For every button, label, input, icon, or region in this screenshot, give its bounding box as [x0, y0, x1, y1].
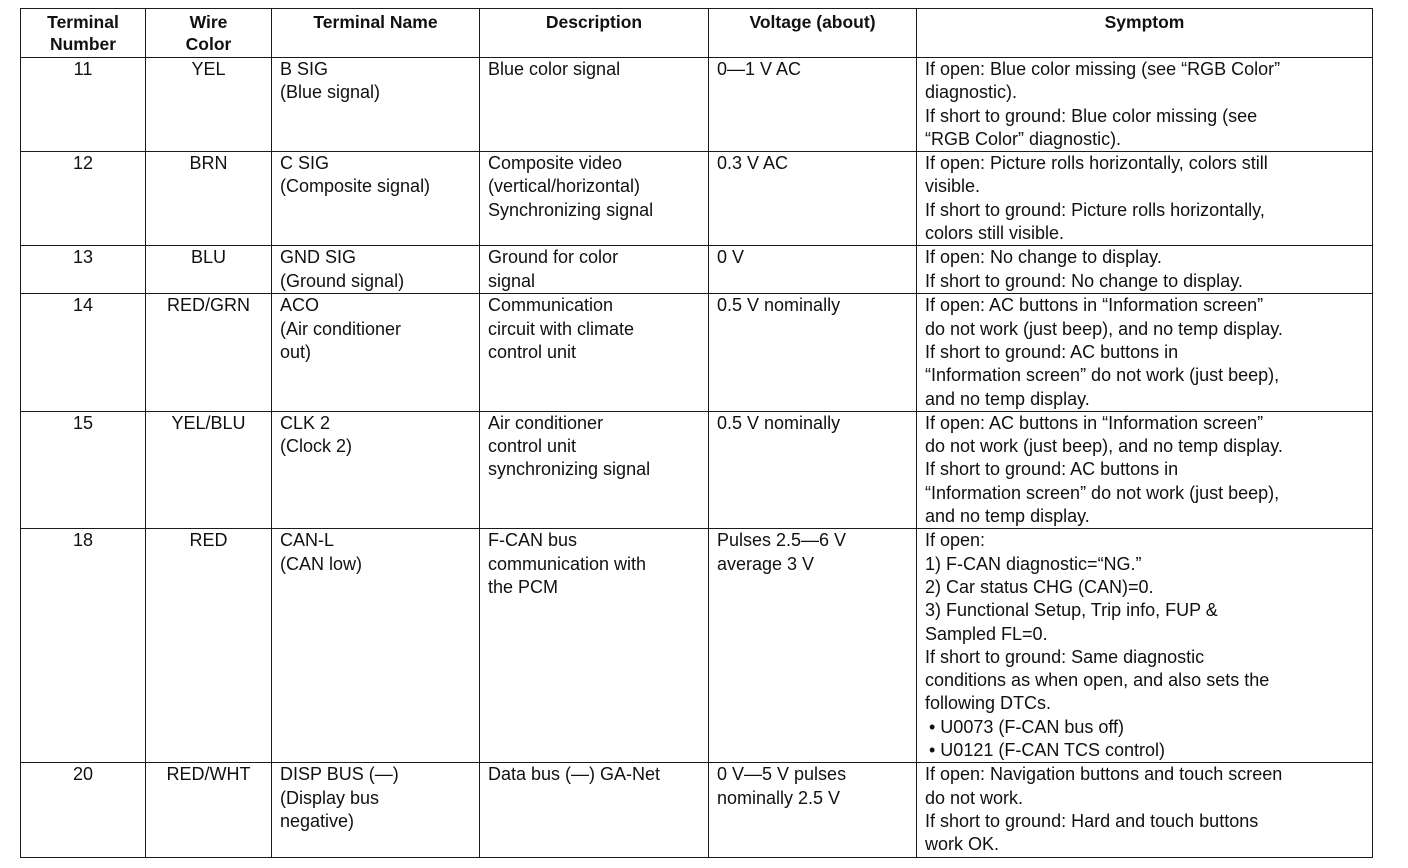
terminal-name-line: (Composite signal)	[280, 176, 431, 197]
wire-color-cell: RED/WHT	[146, 763, 272, 857]
voltage-cell	[709, 246, 917, 294]
terminal-name-line: CLK 2	[280, 412, 331, 433]
symptom-line: do not work (just beep), and no temp display.	[925, 318, 1283, 339]
terminal-number-cell: 12	[21, 152, 146, 246]
symptom-line: 3) Functional Setup, Trip info, FUP &	[925, 600, 1218, 621]
terminal-name-line: (Blue signal)	[280, 82, 381, 103]
symptom-cell	[917, 246, 1373, 294]
description-line: circuit with climate	[488, 318, 635, 339]
header-wire-color: Wire Color	[146, 9, 272, 58]
wire-color-cell: BRN	[146, 152, 272, 246]
symptom-line: If open: Picture rolls horizontally, colors still	[925, 153, 1268, 174]
symptom-line: If short to ground: Hard and touch buttons	[925, 810, 1259, 831]
terminal-name-line: DISP BUS (—)	[280, 764, 399, 785]
description-line: F-CAN bus	[488, 530, 578, 551]
terminal-name-cell	[272, 152, 480, 246]
terminal-table	[20, 8, 1373, 858]
voltage-line: Pulses 2.5—6 V	[717, 530, 847, 551]
table-row	[21, 411, 1373, 528]
symptom-line: If short to ground: Blue color missing (see	[925, 105, 1258, 126]
description-cell	[480, 529, 709, 763]
description-line: control unit	[488, 341, 577, 362]
terminal-number-cell: 13	[21, 246, 146, 294]
voltage-line: 0—1 V AC	[717, 59, 802, 79]
voltage-line: average 3 V	[717, 553, 815, 574]
symptom-line: If open:	[925, 530, 986, 551]
symptom-line: do not work.	[925, 787, 1024, 808]
voltage-line: 0 V	[717, 247, 745, 268]
voltage-line: nominally 2.5 V	[717, 787, 841, 808]
table-row	[21, 246, 1373, 294]
terminal-name-line: B SIG	[280, 59, 329, 79]
wire-color-cell: YEL/BLU	[146, 411, 272, 528]
terminal-name-cell	[272, 763, 480, 857]
symptom-line: If short to ground: AC buttons in	[925, 341, 1179, 362]
symptom-line: work OK.	[925, 834, 1000, 855]
symptom-line: If open: No change to display.	[925, 247, 1162, 268]
symptom-line: do not work (just beep), and no temp display.	[925, 436, 1283, 457]
symptom-line: visible.	[925, 176, 981, 197]
description-cell	[480, 763, 709, 857]
wire-color-cell: YEL	[146, 58, 272, 152]
wire-color-cell: RED/GRN	[146, 294, 272, 411]
symptom-line: 1) F-CAN diagnostic=“NG.”	[925, 553, 1142, 574]
terminal-number-cell: 20	[21, 763, 146, 857]
symptom-line: “Information screen” do not work (just beep),	[925, 365, 1280, 386]
wire-color-cell: RED	[146, 529, 272, 763]
symptom-cell	[917, 58, 1373, 152]
symptom-cell	[917, 763, 1373, 857]
symptom-line: If short to ground: AC buttons in	[925, 459, 1179, 480]
description-line: Ground for color	[488, 247, 619, 268]
terminal-number-cell: 15	[21, 411, 146, 528]
terminal-name-line: CAN-L	[280, 530, 335, 551]
header-description: Description	[480, 9, 709, 58]
voltage-line: 0.5 V nominally	[717, 295, 841, 316]
table-row	[21, 152, 1373, 246]
header-voltage: Voltage (about)	[709, 9, 917, 58]
symptom-line: diagnostic).	[925, 82, 1018, 103]
description-line: Composite video	[488, 153, 623, 174]
table-row	[21, 529, 1373, 763]
terminal-name-line: out)	[280, 341, 312, 362]
table-body	[21, 58, 1373, 858]
voltage-line: 0.3 V AC	[717, 153, 789, 174]
terminal-name-line: (CAN low)	[280, 553, 363, 574]
description-line: synchronizing signal	[488, 459, 651, 480]
description-cell	[480, 411, 709, 528]
symptom-line: and no temp display.	[925, 388, 1090, 409]
voltage-cell	[709, 152, 917, 246]
symptom-cell	[917, 294, 1373, 411]
symptom-line: 2) Car status CHG (CAN)=0.	[925, 576, 1154, 597]
terminal-name-line: negative)	[280, 810, 355, 831]
description-cell	[480, 294, 709, 411]
symptom-line: following DTCs.	[925, 693, 1052, 714]
symptom-line: “RGB Color” diagnostic).	[925, 128, 1122, 149]
description-line: the PCM	[488, 576, 559, 597]
description-line: control unit	[488, 436, 577, 457]
voltage-line: 0 V—5 V pulses	[717, 764, 847, 785]
symptom-cell	[917, 411, 1373, 528]
terminal-number-cell: 18	[21, 529, 146, 763]
description-line: Air conditioner	[488, 412, 604, 433]
symptom-line: colors still visible.	[925, 223, 1065, 244]
description-line: Blue color signal	[488, 59, 621, 79]
terminal-name-cell	[272, 529, 480, 763]
terminal-name-line: (Air conditioner	[280, 318, 402, 339]
description-line: Synchronizing signal	[488, 199, 654, 220]
symptom-line: “Information screen” do not work (just beep),	[925, 482, 1280, 503]
terminal-number-cell: 11	[21, 58, 146, 152]
terminal-name-cell	[272, 294, 480, 411]
table-header	[21, 9, 1373, 58]
symptom-line: • U0073 (F-CAN bus off)	[929, 716, 1125, 737]
terminal-name-line: ACO	[280, 295, 320, 316]
description-line: Communication	[488, 295, 614, 316]
terminal-name-cell	[272, 58, 480, 152]
voltage-cell	[709, 763, 917, 857]
symptom-cell	[917, 529, 1373, 763]
symptom-line: If open: Navigation buttons and touch screen	[925, 764, 1283, 785]
voltage-cell	[709, 58, 917, 152]
symptom-line: Sampled FL=0.	[925, 623, 1048, 644]
description-line: signal	[488, 270, 536, 291]
wire-color-cell: BLU	[146, 246, 272, 294]
table-row	[21, 58, 1373, 152]
symptom-line: If short to ground: Same diagnostic	[925, 646, 1205, 667]
description-cell	[480, 246, 709, 294]
voltage-cell	[709, 411, 917, 528]
symptom-cell	[917, 152, 1373, 246]
terminal-number-cell: 14	[21, 294, 146, 411]
voltage-cell	[709, 529, 917, 763]
description-line: (vertical/horizontal)	[488, 176, 641, 197]
description-cell	[480, 58, 709, 152]
symptom-line: and no temp display.	[925, 506, 1090, 527]
header-terminal-number: Terminal Number	[21, 9, 146, 58]
terminal-name-line: C SIG	[280, 153, 330, 174]
symptom-line: If open: Blue color missing (see “RGB Color”	[925, 59, 1281, 79]
description-line: communication with	[488, 553, 647, 574]
symptom-line: conditions as when open, and also sets the	[925, 670, 1270, 691]
symptom-line: If short to ground: No change to display.	[925, 270, 1243, 291]
terminal-name-line: (Display bus	[280, 787, 380, 808]
voltage-line: 0.5 V nominally	[717, 412, 841, 433]
header-symptom: Symptom	[917, 9, 1373, 58]
table-row	[21, 763, 1373, 857]
symptom-line: If short to ground: Picture rolls horizontally,	[925, 199, 1265, 220]
table-row	[21, 294, 1373, 411]
voltage-cell	[709, 294, 917, 411]
symptom-line: If open: AC buttons in “Information screen”	[925, 295, 1264, 316]
terminal-name-line: (Ground signal)	[280, 270, 405, 291]
description-line: Data bus (—) GA-Net	[488, 764, 661, 785]
terminal-name-line: (Clock 2)	[280, 436, 353, 457]
terminal-name-line: GND SIG	[280, 247, 357, 268]
pinout-document	[20, 8, 1373, 858]
header-terminal-name: Terminal Name	[272, 9, 480, 58]
symptom-line: If open: AC buttons in “Information screen”	[925, 412, 1264, 433]
terminal-name-cell	[272, 411, 480, 528]
symptom-line: • U0121 (F-CAN TCS control)	[929, 740, 1166, 761]
description-cell	[480, 152, 709, 246]
terminal-name-cell	[272, 246, 480, 294]
